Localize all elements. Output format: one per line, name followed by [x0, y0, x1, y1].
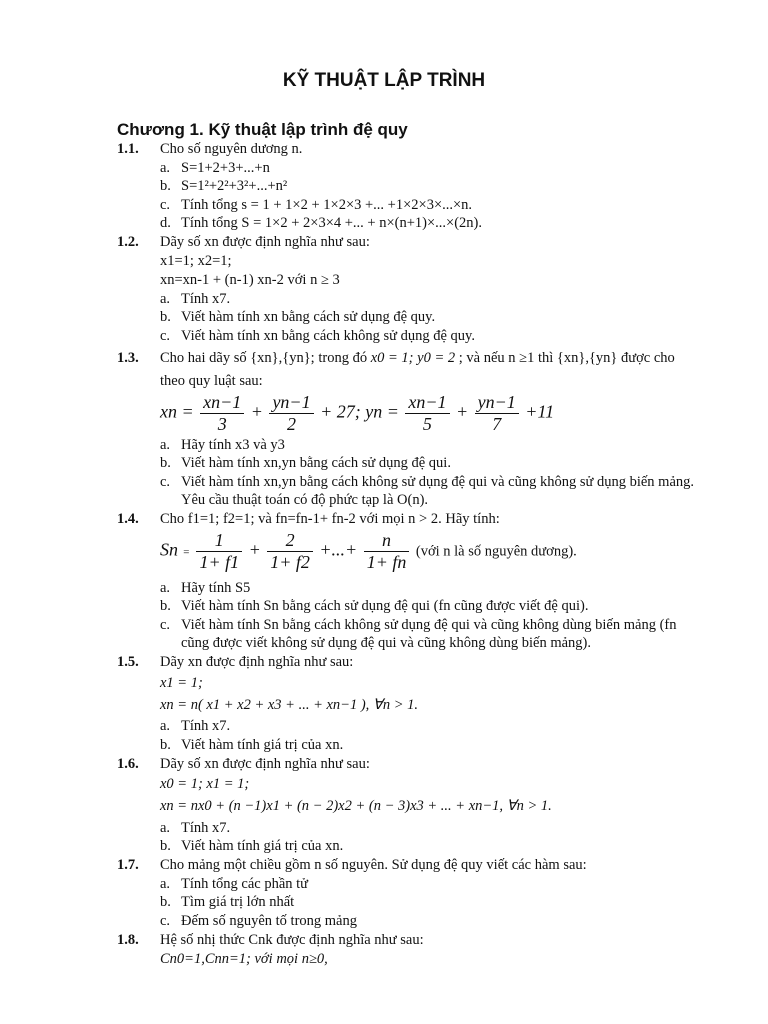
operator: +: [250, 401, 263, 422]
exercise-intro: Dãy xn được định nghĩa như sau:: [160, 654, 354, 670]
item-text: Viết hàm tính Sn bằng cách sử dụng đệ qui (fn cũng được viết đệ qui).: [181, 598, 589, 614]
item-text: Viết hàm tính giá trị của xn.: [181, 838, 344, 854]
item-label: b.: [160, 737, 171, 753]
exercise-intro: Dãy số xn được định nghĩa như sau:: [160, 756, 370, 772]
exercise-number: 1.2.: [117, 234, 139, 250]
intro-text: theo quy luật sau:: [160, 373, 263, 389]
item-label: b.: [160, 309, 171, 325]
exercise-number: 1.1.: [117, 141, 139, 157]
item-text: Tính tổng các phần tử: [181, 876, 309, 892]
exercise-number: 1.6.: [117, 756, 139, 772]
definition-line: x0 = 1; x1 = 1;: [160, 776, 250, 792]
item-text: Hãy tính S5: [181, 580, 251, 596]
item-label: b.: [160, 838, 171, 854]
item-label: c.: [160, 328, 171, 344]
item-label: a.: [160, 580, 171, 596]
exercise-number: 1.8.: [117, 932, 139, 948]
intro-initial-values: x0 = 1; y0 = 2: [370, 350, 456, 366]
fraction: $\frac{yn-1}{7}$: [475, 392, 519, 435]
item-label: c.: [160, 913, 171, 929]
item-label: a.: [160, 160, 171, 176]
definition-text: xn=xn-1 + (n-1) xn-2 với n ≥ 3: [160, 272, 340, 288]
item-label: b.: [160, 598, 171, 614]
operator: +: [248, 539, 261, 560]
definition-text: Cn0=1,Cnn=1; với mọi n≥0,: [160, 951, 328, 967]
exercise-number: 1.3.: [117, 350, 139, 366]
formula-note: (với n là số nguyên dương).: [415, 543, 577, 560]
exercise-number: 1.4.: [117, 511, 139, 527]
item-text: Viết hàm tính xn,yn bằng cách sử dụng đệ qui.: [181, 455, 451, 471]
item-label: a.: [160, 718, 171, 734]
item-text: cũng được viết không sử dụng đệ qui và cũng không dùng biến mảng).: [181, 635, 591, 651]
item-label: c.: [160, 474, 171, 490]
item-text: Viết hàm tính xn bằng cách sử dụng đệ quy.: [181, 309, 436, 325]
intro-part: Cho hai dãy số {xn},{yn}; trong đó: [160, 350, 368, 366]
item-text: Đếm số nguyên tố trong mảng: [181, 913, 357, 929]
exercise-intro: Dãy số xn được định nghĩa như sau:: [160, 234, 370, 250]
item-text: Yêu cầu thuật toán có độ phức tạp là O(n).: [181, 492, 429, 508]
item-label: a.: [160, 820, 171, 836]
fraction: $\frac{n}{1+ fn}$: [364, 530, 410, 573]
item-label: a.: [160, 437, 171, 453]
definition-text: x1=1; x2=1;: [160, 253, 232, 269]
exercise-intro: Cho mảng một chiều gồm n số nguyên. Sử dụng đệ quy viết các hàm sau:: [160, 857, 587, 873]
item-text: Tính tổng s = 1 + 1×2 + 1×2×3 +... +1×2×3×...×n.: [181, 197, 473, 213]
item-text: Tính x7.: [181, 291, 231, 307]
item-text: Tính tổng S = 1×2 + 2×3×4 +... + n×(n+1)×...×(2n).: [181, 215, 482, 231]
item-label: c.: [160, 617, 171, 633]
item-text: Viết hàm tính xn,yn bằng cách không sử dụng đệ qui và cũng không sử dụng biến mảng.: [181, 474, 695, 490]
item-label: c.: [160, 197, 171, 213]
item-label: b.: [160, 178, 171, 194]
item-text: Viết hàm tính Sn bằng cách không sử dụng đệ qui và cũng không dùng biến mảng (fn: [181, 617, 677, 633]
fraction: $\frac{yn-1}{2}$: [269, 392, 313, 435]
item-text: Hãy tính x3 và y3: [181, 437, 285, 453]
item-label: b.: [160, 455, 171, 471]
recurrence-formula: [160, 392, 554, 435]
definition-line: xn = n( x1 + x2 + x3 + ... + xn−1 ), ∀n > 1.: [160, 697, 418, 713]
operator: +...+: [319, 539, 358, 560]
item-text: Tính x7.: [181, 718, 231, 734]
item-text: Tính x7.: [181, 820, 231, 836]
item-text: Tìm giá trị lớn nhất: [181, 894, 295, 910]
fraction: $\frac{1}{1+ f1}$: [196, 530, 242, 573]
item-label: b.: [160, 894, 171, 910]
exercise-number: 1.7.: [117, 857, 139, 873]
item-label: d.: [160, 215, 171, 231]
sum-formula: [160, 530, 577, 573]
exercise-number: 1.5.: [117, 654, 139, 670]
item-text: S=1+2+3+...+n: [181, 160, 270, 176]
formula-mid: + 27; yn =: [320, 401, 399, 422]
definition-line: xn = nx0 + (n −1)x1 + (n − 2)x2 + (n − 3)x3 + ... + xn−1, ∀n > 1.: [160, 798, 552, 814]
document-title: KỸ THUẬT LẬP TRÌNH: [282, 70, 486, 91]
operator: =: [182, 546, 190, 559]
formula-lhs: xn =: [160, 401, 194, 422]
item-text: Viết hàm tính giá trị của xn.: [181, 737, 344, 753]
exercise-intro: Cho số nguyên dương n.: [160, 141, 303, 157]
definition-line: x1 = 1;: [160, 675, 203, 691]
chapter-heading: Chương 1. Kỹ thuật lập trình đệ quy: [117, 120, 408, 139]
item-text: S=1²+2²+3²+...+n²: [181, 178, 288, 194]
fraction: $\frac{2}{1+ f2}$: [267, 530, 313, 573]
item-label: a.: [160, 291, 171, 307]
exercise-intro: Cho f1=1; f2=1; và fn=fn-1+ fn-2 với mọi n > 2. Hãy tính:: [160, 511, 500, 527]
item-text: Viết hàm tính xn bằng cách không sử dụng đệ quy.: [181, 328, 475, 344]
formula-tail: +11: [525, 401, 555, 422]
fraction: $\frac{xn-1}{3}$: [200, 392, 244, 435]
formula-lhs: Sn: [160, 539, 178, 560]
operator: +: [456, 401, 469, 422]
exercise-intro: Hệ số nhị thức Cnk được định nghĩa như sau:: [160, 932, 424, 948]
item-label: a.: [160, 876, 171, 892]
exercise-intro: [160, 350, 675, 367]
fraction: $\frac{xn-1}{5}$: [405, 392, 449, 435]
intro-part: ; và nếu n ≥1 thì {xn},{yn} được cho: [458, 350, 675, 366]
